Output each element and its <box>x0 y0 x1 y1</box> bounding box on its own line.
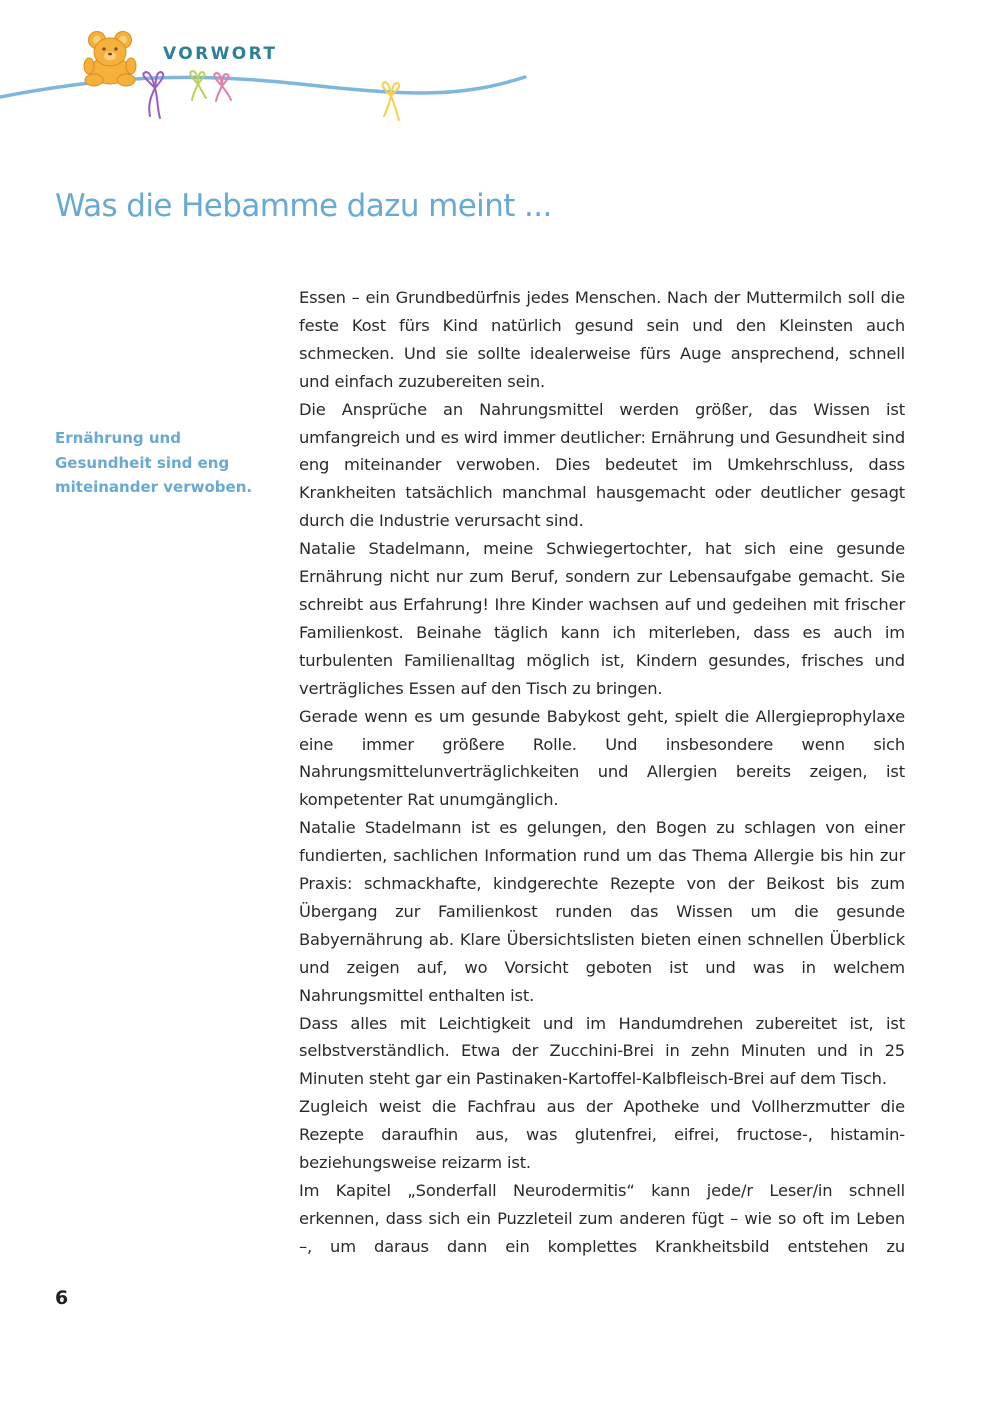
ribbon-green-icon <box>190 71 206 100</box>
margin-note: Ernährung und Gesundheit sind eng miteinander verwoben. <box>55 429 253 496</box>
paragraph: Zugleich weist die Fachfrau aus der Apotheke und Vollherzmutter die Rezepte daraufhin aus, was glutenfrei, eifrei, fructose-, histamin- beziehungsweise reizarm ist. <box>299 1097 905 1173</box>
section-label: VORWORT <box>163 44 278 64</box>
paragraph: Im Kapitel „Sonderfall Neurodermitis“ kann jede/r Leser/in schnell erkennen, dass sich ein Puzzleteil zum anderen fügt – wie so oft im Leben –, um daraus dann ein komplettes Krankheitsbild entstehen zu <box>299 1181 905 1256</box>
page-number: 6 <box>55 1287 69 1309</box>
body-text <box>299 284 905 1261</box>
header-illustration <box>0 0 540 130</box>
paragraph: Dass alles mit Leichtigkeit und im Handumdrehen zubereitet ist, ist selbstverständlich. Etwa der Zucchini-Brei in zehn Minuten und in 25 Minuten steht gar ein Pastinaken-Kartoffel-Kalbfleisch-Brei auf dem Tisch. <box>299 1013 905 1089</box>
paragraph: Essen – ein Grundbedürfnis jedes Menschen. Nach der Muttermilch soll die feste Kost fürs Kind natürlich gesund sein und den Kleinsten auch schmecken. Und sie sollte idealerweise fürs Auge ansprechend, schnell und einfach zuzubereiten sein. <box>299 288 905 391</box>
paragraph: Natalie Stadelmann ist es gelungen, den Bogen zu schlagen von einer fundierten, sachlichen Information rund um das Thema Allergie bis hin zur Praxis: schmackhafte, kindgerechte Rezepte von der Beikost bis zum Übergang zur Familienkost runden das Wissen um die gesunde Babyernährung ab. Klare Übersichtslisten bieten einen schnellen Überblick und zeigen auf, wo Vorsicht geboten ist und was in welchem Nahrungsmittel enthalten ist. <box>299 818 905 1005</box>
teddy-bear-icon <box>84 32 136 87</box>
page-title: Was die Hebamme dazu meint ... <box>55 188 552 224</box>
ribbon-yellow-icon <box>383 82 400 120</box>
paragraph: Die Ansprüche an Nahrungsmittel werden größer, das Wissen ist umfangreich und es wird immer deutlicher: Ernährung und Gesundheit sind eng miteinander verwoben. Dies bedeutet im Umkehrschluss, dass Krankheiten tatsächlich manchmal hausgemacht oder deutlicher gesagt durch die Industrie verursacht sind. <box>299 399 905 531</box>
clothesline-wave <box>0 77 525 97</box>
paragraph: Gerade wenn es um gesunde Babykost geht, spielt die Allergieprophylaxe eine immer größere Rolle. Und insbesondere wenn sich Nahrungsmittelunverträglichkeiten und Allergien bereits zeigen, ist kompetenter Rat unumgänglich. <box>299 706 905 810</box>
paragraph: Natalie Stadelmann, meine Schwiegertochter, hat sich eine gesunde Ernährung nicht nur zum Beruf, sondern zur Lebensaufgabe gemacht. Sie schreibt aus Erfahrung! Ihre Kinder wachsen auf und gedeihen mit frischer Familienkost. Beinahe täglich kann ich miterleben, dass es auch im turbulenten Familienalltag möglich ist, Kindern gesundes, frisches und verträgliches Essen auf den Tisch zu bringen. <box>299 539 905 698</box>
